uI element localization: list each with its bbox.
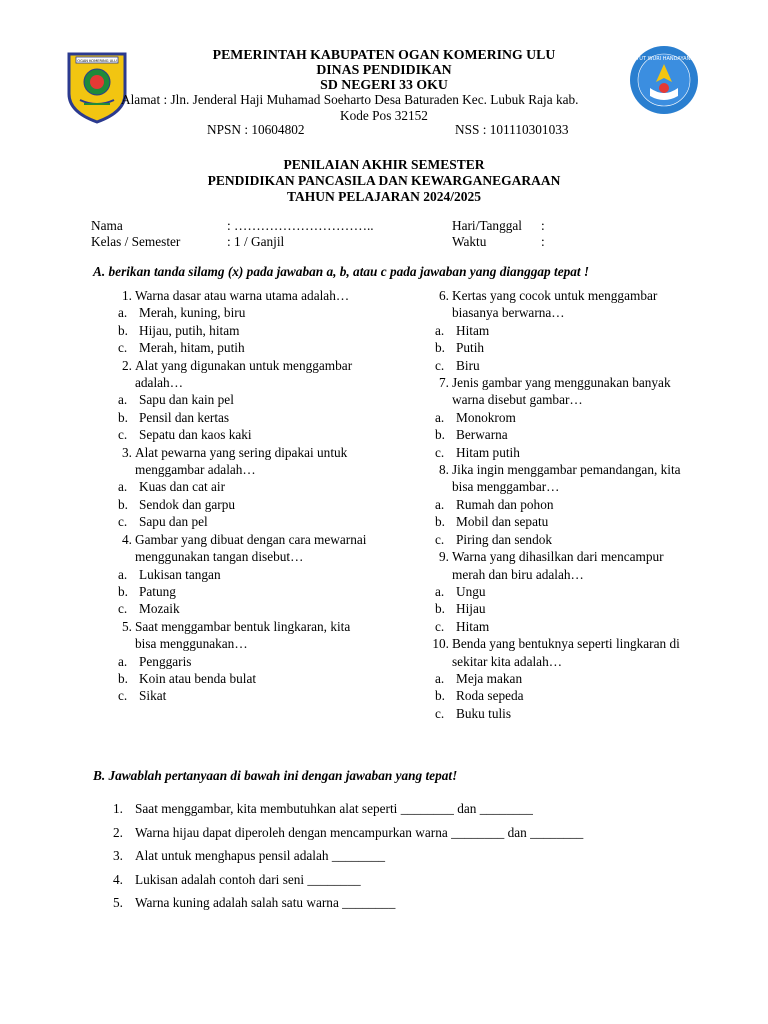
- answer-option[interactable]: [429, 444, 684, 461]
- option-text: Sendok dan garpu: [139, 496, 236, 512]
- option-letter: c.: [118, 340, 128, 356]
- option-text: Rumah dan pohon: [456, 496, 554, 512]
- option-letter: a.: [118, 305, 128, 321]
- question-item: [112, 287, 372, 304]
- option-text: Penggaris: [139, 653, 192, 669]
- question-item: [429, 374, 684, 409]
- option-text: Hijau: [456, 601, 486, 617]
- question-item: [429, 548, 684, 583]
- option-text: Hijau, putih, hitam: [139, 322, 240, 338]
- question-text: Kertas yang cocok untuk menggambar biasanya berwarna…: [452, 288, 658, 321]
- header-address-text: Alamat : Jln. Jenderal Haji Muhamad Soeharto Desa Baturaden Kec. Lubuk Raja kab.: [121, 92, 579, 107]
- header-address: [121, 92, 633, 108]
- option-text: Meja makan: [456, 670, 523, 686]
- option-text: Mozaik: [139, 601, 180, 617]
- option-letter: c.: [435, 444, 445, 460]
- question-number: 10.: [432, 636, 449, 652]
- question-number: 5.: [122, 618, 132, 634]
- essay-question: [113, 825, 583, 841]
- questions-left-column: [112, 287, 372, 705]
- answer-option[interactable]: [112, 339, 372, 356]
- question-text: Jenis gambar yang menggunakan banyak warna disebut gambar…: [452, 375, 671, 408]
- option-text: Mobil dan sepatu: [456, 514, 549, 530]
- option-letter: c.: [118, 427, 128, 443]
- answer-option[interactable]: [112, 496, 372, 513]
- option-letter: c.: [435, 705, 445, 721]
- header-npsn: NPSN : 10604802: [207, 122, 305, 137]
- option-letter: a.: [435, 322, 445, 338]
- option-letter: c.: [118, 688, 128, 704]
- option-letter: a.: [435, 670, 445, 686]
- option-text: Merah, kuning, biru: [139, 305, 246, 321]
- hari-label: Hari/Tanggal: [452, 218, 522, 233]
- question-text: Warna dasar atau warna utama adalah…: [135, 288, 350, 303]
- question-text: Jika ingin menggambar pemandangan, kita bisa menggambar…: [452, 462, 681, 495]
- answer-option[interactable]: [112, 583, 372, 600]
- answer-option[interactable]: [112, 600, 372, 617]
- answer-option[interactable]: [429, 670, 684, 687]
- section-a-heading: A. berikan tanda silamg (x) pada jawaban a, b, atau c pada jawaban yang dianggap tepat !: [93, 264, 590, 279]
- option-letter: c.: [435, 618, 445, 634]
- answer-option[interactable]: [112, 653, 372, 670]
- option-letter: b.: [118, 583, 128, 599]
- option-text: Roda sepeda: [456, 688, 524, 704]
- answer-option[interactable]: [112, 513, 372, 530]
- kelas-label: Kelas / Semester: [91, 234, 181, 249]
- option-text: Merah, hitam, putih: [139, 340, 245, 356]
- option-letter: a.: [118, 392, 128, 408]
- question-number: 9.: [439, 549, 449, 565]
- option-letter: b.: [435, 340, 445, 356]
- essay-text: Saat menggambar, kita membutuhkan alat seperti ________ dan ________: [135, 801, 533, 816]
- option-text: Buku tulis: [456, 705, 512, 721]
- question-number: 1.: [122, 288, 132, 303]
- answer-option[interactable]: [429, 357, 684, 374]
- kelas-value: : 1 / Ganjil: [227, 234, 285, 249]
- option-text: Hitam putih: [456, 444, 520, 460]
- question-number: 8.: [439, 462, 449, 478]
- essay-number: 2.: [113, 824, 123, 840]
- header-school-name: SD NEGERI 33 OKU: [320, 77, 448, 92]
- essay-number: 1.: [113, 801, 123, 816]
- header-department: DINAS PENDIDIKAN: [316, 62, 452, 77]
- question-item: [112, 618, 372, 653]
- essay-question: [113, 848, 385, 864]
- essay-number: 4.: [113, 871, 123, 887]
- waktu-label: Waktu: [452, 234, 487, 249]
- question-item: [112, 444, 372, 479]
- option-letter: b.: [118, 409, 128, 425]
- option-letter: a.: [118, 653, 128, 669]
- option-letter: b.: [435, 688, 445, 704]
- answer-option[interactable]: [429, 618, 684, 635]
- answer-option[interactable]: [429, 496, 684, 513]
- answer-option[interactable]: [112, 304, 372, 321]
- essay-text: Warna hijau dapat diperoleh dengan mencampurkan warna ________ dan ________: [135, 824, 584, 840]
- answer-option[interactable]: [429, 600, 684, 617]
- nama-label: Nama: [91, 218, 123, 233]
- option-letter: a.: [118, 566, 128, 582]
- option-text: Kuas dan cat air: [139, 479, 226, 495]
- answer-option[interactable]: [429, 705, 684, 722]
- header-nss: NSS : 101110301033: [455, 122, 569, 137]
- answer-option[interactable]: [429, 339, 684, 356]
- option-text: Monokrom: [456, 409, 516, 425]
- hari-value: :: [541, 218, 545, 233]
- option-letter: b.: [435, 514, 445, 530]
- answer-option[interactable]: [112, 426, 372, 443]
- question-text: Saat menggambar bentuk lingkaran, kita bisa menggunakan…: [135, 618, 351, 652]
- option-letter: b.: [435, 427, 445, 443]
- question-number: 4.: [122, 531, 132, 547]
- answer-option[interactable]: [112, 478, 372, 495]
- answer-option[interactable]: [429, 687, 684, 704]
- option-text: Sapu dan pel: [139, 514, 208, 530]
- answer-option[interactable]: [429, 322, 684, 339]
- header-postal-code: Kode Pos 32152: [340, 108, 428, 123]
- essay-number: 3.: [113, 848, 123, 863]
- essay-text: Alat untuk menghapus pensil adalah ________: [135, 848, 386, 863]
- exam-title: PENILAIAN AKHIR SEMESTER: [283, 157, 485, 172]
- essay-question: [113, 801, 533, 817]
- question-number: 6.: [439, 288, 449, 303]
- section-b-heading: B. Jawablah pertanyaan di bawah ini dengan jawaban yang tepat!: [93, 768, 458, 783]
- questions-right-column: [429, 287, 684, 722]
- essay-number: 5.: [113, 895, 123, 910]
- option-letter: b.: [118, 496, 128, 512]
- question-item: [112, 357, 372, 392]
- option-letter: c.: [435, 357, 445, 373]
- exam-subject: PENDIDIKAN PANCASILA DAN KEWARGANEGARAAN: [207, 173, 561, 188]
- option-text: Lukisan tangan: [139, 566, 221, 582]
- waktu-value: :: [541, 234, 545, 249]
- option-letter: c.: [435, 531, 445, 547]
- question-text: Alat pewarna yang sering dipakai untuk menggambar adalah…: [135, 444, 348, 478]
- option-text: Sikat: [139, 688, 167, 704]
- essay-question: [113, 872, 361, 888]
- option-text: Pensil dan kertas: [139, 409, 230, 425]
- option-letter: a.: [435, 409, 445, 425]
- option-text: Putih: [456, 340, 485, 356]
- answer-option[interactable]: [429, 531, 684, 548]
- essay-question: [113, 895, 395, 911]
- answer-option[interactable]: [112, 670, 372, 687]
- answer-option[interactable]: [429, 409, 684, 426]
- logo-right-text: TUT WURI HANDAYANI: [636, 56, 692, 62]
- option-letter: b.: [118, 670, 128, 686]
- question-item: [429, 287, 684, 322]
- question-number: 7.: [439, 375, 449, 391]
- answer-option[interactable]: [429, 513, 684, 530]
- option-letter: a.: [435, 496, 445, 512]
- option-letter: c.: [118, 514, 128, 530]
- header-government: PEMERINTAH KABUPATEN OGAN KOMERING ULU: [212, 47, 556, 62]
- answer-option[interactable]: [429, 583, 684, 600]
- option-text: Berwarna: [456, 427, 508, 443]
- option-text: Ungu: [456, 583, 486, 599]
- option-text: Hitam: [456, 618, 490, 634]
- question-text: Benda yang bentuknya seperti lingkaran di sekitar kita adalah…: [452, 636, 680, 669]
- answer-option[interactable]: [429, 426, 684, 443]
- essay-text: Warna kuning adalah salah satu warna ________: [135, 895, 396, 910]
- logo-left-text: OGAN KOMERING ULU: [77, 59, 117, 63]
- option-text: Biru: [456, 357, 480, 373]
- answer-option[interactable]: [112, 409, 372, 426]
- answer-option[interactable]: [112, 322, 372, 339]
- question-item: [429, 635, 684, 670]
- answer-option[interactable]: [112, 687, 372, 704]
- answer-option[interactable]: [112, 391, 372, 408]
- option-text: Hitam: [456, 322, 490, 338]
- option-letter: a.: [118, 479, 128, 495]
- nama-value: : …………………………..: [227, 218, 374, 233]
- question-text: Alat yang digunakan untuk menggambar adalah…: [135, 357, 353, 391]
- essay-text: Lukisan adalah contoh dari seni ________: [135, 871, 361, 887]
- option-letter: a.: [435, 583, 445, 599]
- option-letter: b.: [435, 601, 445, 617]
- option-text: Piring dan sendok: [456, 531, 553, 547]
- question-number: 2.: [122, 357, 132, 373]
- option-text: Koin atau benda bulat: [139, 670, 257, 686]
- question-text: Warna yang dihasilkan dari mencampur merah dan biru adalah…: [452, 549, 664, 582]
- exam-year: TAHUN PELAJARAN 2024/2025: [286, 189, 481, 204]
- option-letter: c.: [118, 601, 128, 617]
- option-text: Sepatu dan kaos kaki: [139, 427, 252, 443]
- question-item: [112, 531, 372, 566]
- option-letter: b.: [118, 322, 128, 338]
- question-text: Gambar yang dibuat dengan cara mewarnai menggunakan tangan disebut…: [135, 531, 367, 565]
- option-text: Patung: [139, 583, 176, 599]
- option-text: Sapu dan kain pel: [139, 392, 234, 408]
- answer-option[interactable]: [112, 566, 372, 583]
- question-number: 3.: [122, 444, 132, 460]
- question-item: [429, 461, 684, 496]
